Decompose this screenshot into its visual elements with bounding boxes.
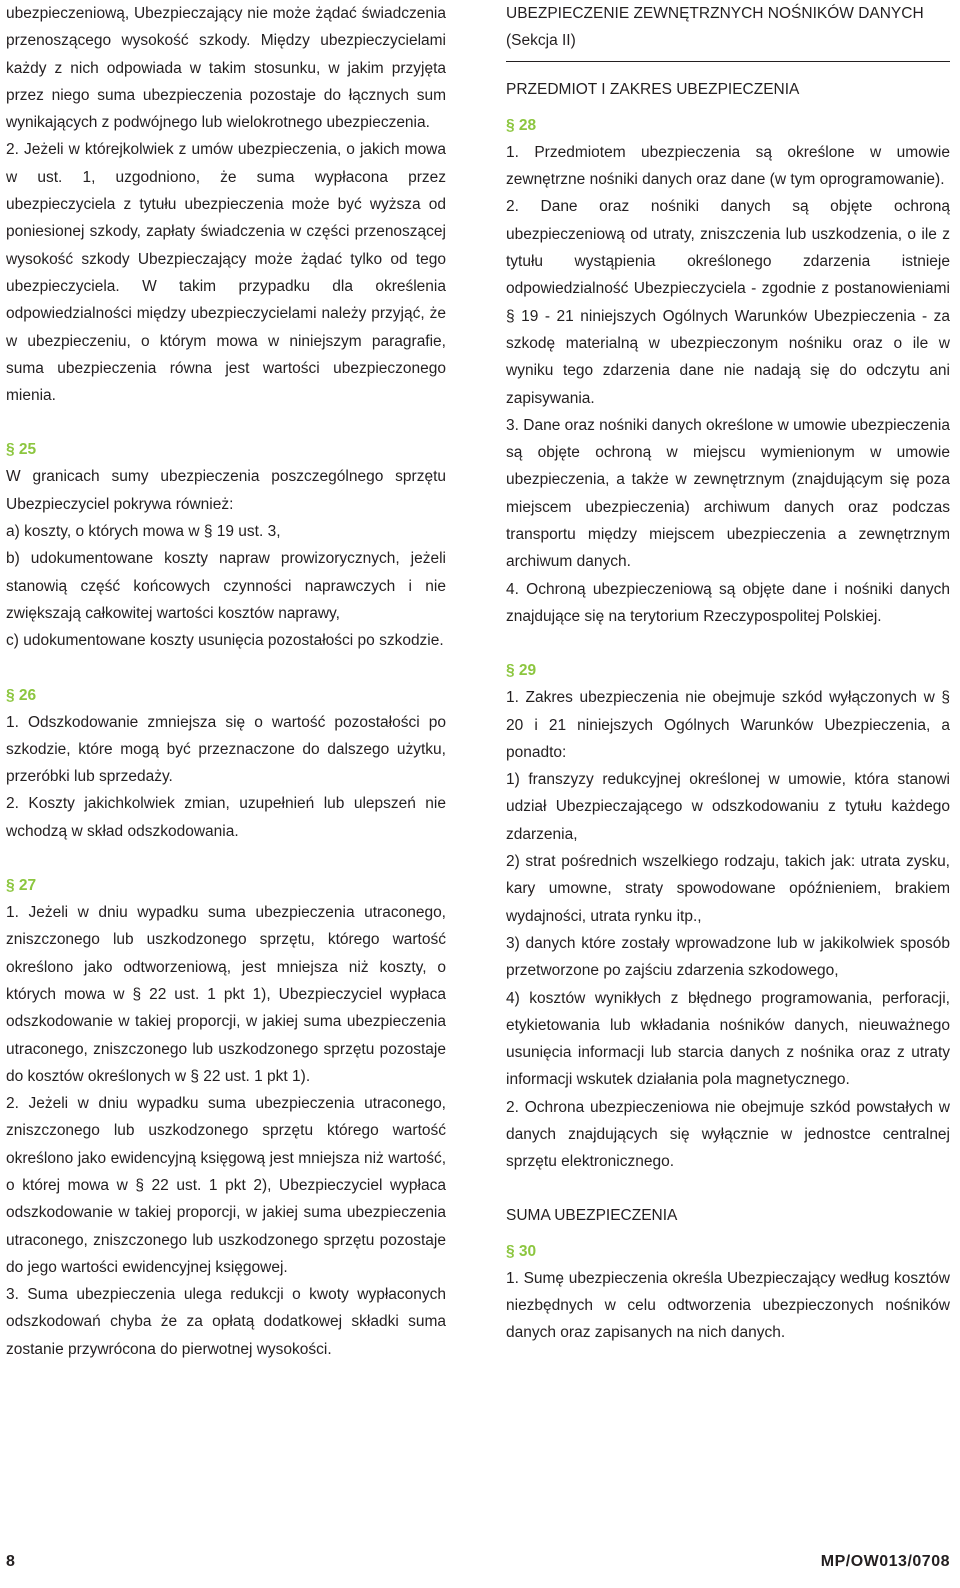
paragraph: 1. Jeżeli w dniu wypadku suma ubezpieczenia utraconego, zniszczonego lub uszkodzonego sprzętu, którego wartość określono jako odtworzeniową, jest mniejsza niż koszty, o których mowa w § 22 ust. 1 pkt 1), Ubezpieczyciel wypłaca odszkodowanie w takiej proporcji, w jakiej suma ubezpieczenia utraconego, zniszczonego lub uszkodzonego sprzętu pozostaje do kosztów określonych w § 22 ust. 1 pkt 1). — [6, 904, 446, 1085]
paragraph: 3. Dane oraz nośniki danych określone w umowie ubezpieczenia są objęte ochroną w miejscu wymienionym w umowie ubezpieczenia, a także w zewnętrznym (znajdującym się poza miejscem ubezpieczenia) archiwum danych oraz podczas transportu między miejscem ubezpieczenia a zewnętrznym archiwum danych. — [506, 416, 950, 571]
paragraph: b) udokumentowane koszty napraw prowizorycznych, jeżeli stanowią część końcowych czynności naprawczych i nie zwiększają całkowitej wartości kosztów naprawy, — [6, 550, 446, 622]
paragraph: 1) franszyzy redukcyjnej określonej w umowie, która stanowi udział Ubezpieczającego w odszkodowaniu z tytułu każdego zdarzenia, — [506, 771, 950, 843]
paragraph: ubezpieczeniową, Ubezpieczający nie może żądać świadczenia przenoszącego wysokość szkody. Między ubezpieczycielami każdy z nich odpowiada w takim stosunku, w jakim przyjęta przez niego suma ubezpieczenia pozostaje do łącznych sum wynikających z podwójnego lub wielokrotnego ubezpieczenia. — [6, 5, 446, 132]
paragraph: 2. Jeżeli w którejkolwiek z umów ubezpieczenia, o jakich mowa w ust. 1, uzgodniono, że suma wypłacona przez ubezpieczyciela z tytułu ubezpieczenia może być wyższa od poniesionej szkody, zapłaty świadczenia w części przenoszącej wysokość szkody Ubezpieczający może żądać tylko od tego ubezpieczyciela. W takim przypadku dla określenia odpowiedzialności między ubezpieczycielami należy przyjąć, że w ubezpieczeniu, o którym mowa w niniejszym paragrafie, suma ubezpieczenia równa jest wartości ubezpieczonego mienia. — [6, 141, 446, 405]
paragraph: W granicach sumy ubezpieczenia poszczególnego sprzętu Ubezpieczyciel pokrywa również: — [6, 468, 446, 513]
paragraph: 2) strat pośrednich wszelkiego rodzaju, takich jak: utrata zysku, kary umowne, straty spowodowane opóźnieniem, brakiem wydajności, utrata rynku itp., — [506, 853, 950, 925]
paragraph: 1. Zakres ubezpieczenia nie obejmuje szkód wyłączonych w § 20 i 21 niniejszych Ogólnych Warunków Ubezpieczenia, a ponadto: — [506, 689, 950, 761]
left-column — [6, 0, 446, 1363]
paragraph: 4. Ochroną ubezpieczeniową są objęte dane i nośniki danych znajdujące się na terytorium Rzeczypospolitej Polskiej. — [506, 580, 950, 625]
subtitle-sum: SUMA UBEZPIECZENIA — [506, 1206, 678, 1224]
paragraph: c) udokumentowane koszty usunięcia pozostałości po szkodzie. — [6, 632, 444, 650]
paragraph: 1. Odszkodowanie zmniejsza się o wartość pozostałości po szkodzie, które mogą być przeznaczone do dalszego użytku, przeróbki lub sprzedaży. — [6, 713, 446, 786]
paragraph: 3. Suma ubezpieczenia ulega redukcji o kwoty wypłaconych odszkodowań chyba że za opłatą dodatkowej składki suma zostanie przywrócona do pierwotnej wysokości. — [6, 1286, 446, 1358]
section-heading-30: § 30 — [506, 1242, 537, 1260]
paragraph: 4) kosztów wynikłych z błędnego programowania, perforacji, etykietowania lub wkładania nośników danych, nieuważnego usunięcia informacji lub starcia danych z nośnika oraz z utraty informacji wskutek działania pola magnetycznego. — [506, 989, 950, 1089]
section-title: UBEZPIECZENIE ZEWNĘTRZNYCH NOŚNIKÓW DANYCH (Sekcja II) — [506, 5, 924, 50]
paragraph: 1. Przedmiotem ubezpieczenia są określone w umowie zewnętrzne nośniki danych oraz dane (w tym oprogramowanie). — [506, 143, 950, 189]
right-column — [506, 0, 950, 1347]
paragraph: 3) danych które zostały wprowadzone lub w jakikolwiek sposób przetworzone po zajściu zdarzenia szkodowego, — [506, 934, 950, 980]
spacer — [506, 62, 950, 76]
section-heading-28: § 28 — [506, 116, 537, 134]
paragraph: a) koszty, o których mowa w § 19 ust. 3, — [6, 523, 281, 541]
section-heading-25: § 25 — [6, 441, 37, 459]
page-number: 8 — [6, 1553, 15, 1570]
paragraph: 1. Sumę ubezpieczenia określa Ubezpieczający według kosztów niezbędnych w celu odtworzenia ubezpieczonych nośników danych oraz zapisanych na nich danych. — [506, 1269, 950, 1342]
subtitle-scope: PRZEDMIOT I ZAKRES UBEZPIECZENIA — [506, 80, 800, 98]
section-heading-29: § 29 — [506, 662, 537, 680]
paragraph: 2. Jeżeli w dniu wypadku suma ubezpieczenia utraconego, zniszczonego lub uszkodzonego sprzętu którego wartość określono jako ewidencyjną księgową jest mniejsza niż wartość, o której mowa w § 22 ust. 1 pkt 2), Ubezpieczyciel wypłaca odszkodowanie w takiej proporcji, w jakiej suma ubezpieczenia utraconego, zniszczonego lub uszkodzonego sprzętu pozostaje do jego wartości ewidencyjnej księgowej. — [6, 1095, 446, 1276]
paragraph: 2. Koszty jakichkolwiek zmian, uzupełnień lub ulepszeń nie wchodzą w skład odszkodowania. — [6, 795, 446, 840]
paragraph: 2. Dane oraz nośniki danych są objęte ochroną ubezpieczeniową od utraty, zniszczenia lub uszkodzenia, o ile z tytułu wystąpienia określonego zdarzenia istnieje odpowiedzialność Ubezpieczyciela - zgodnie z postanowieniami § 19 - 21 niniejszych Ogólnych Warunków Ubezpieczenia - za szkodę materialną w ubezpieczonym nośniku oraz o ile w wyniku tego zdarzenia dane nie nadają się do odczytu ani zapisywania. — [506, 198, 950, 407]
document-code: MP/OW013/0708 — [820, 1553, 950, 1570]
paragraph: 2. Ochrona ubezpieczeniowa nie obejmuje szkód powstałych w danych znajdujących się wyłącznie w jednostce centralnej sprzętu elektronicznego. — [506, 1098, 950, 1171]
section-heading-27: § 27 — [6, 877, 37, 895]
spacer — [506, 1176, 950, 1202]
section-heading-26: § 26 — [6, 686, 37, 704]
